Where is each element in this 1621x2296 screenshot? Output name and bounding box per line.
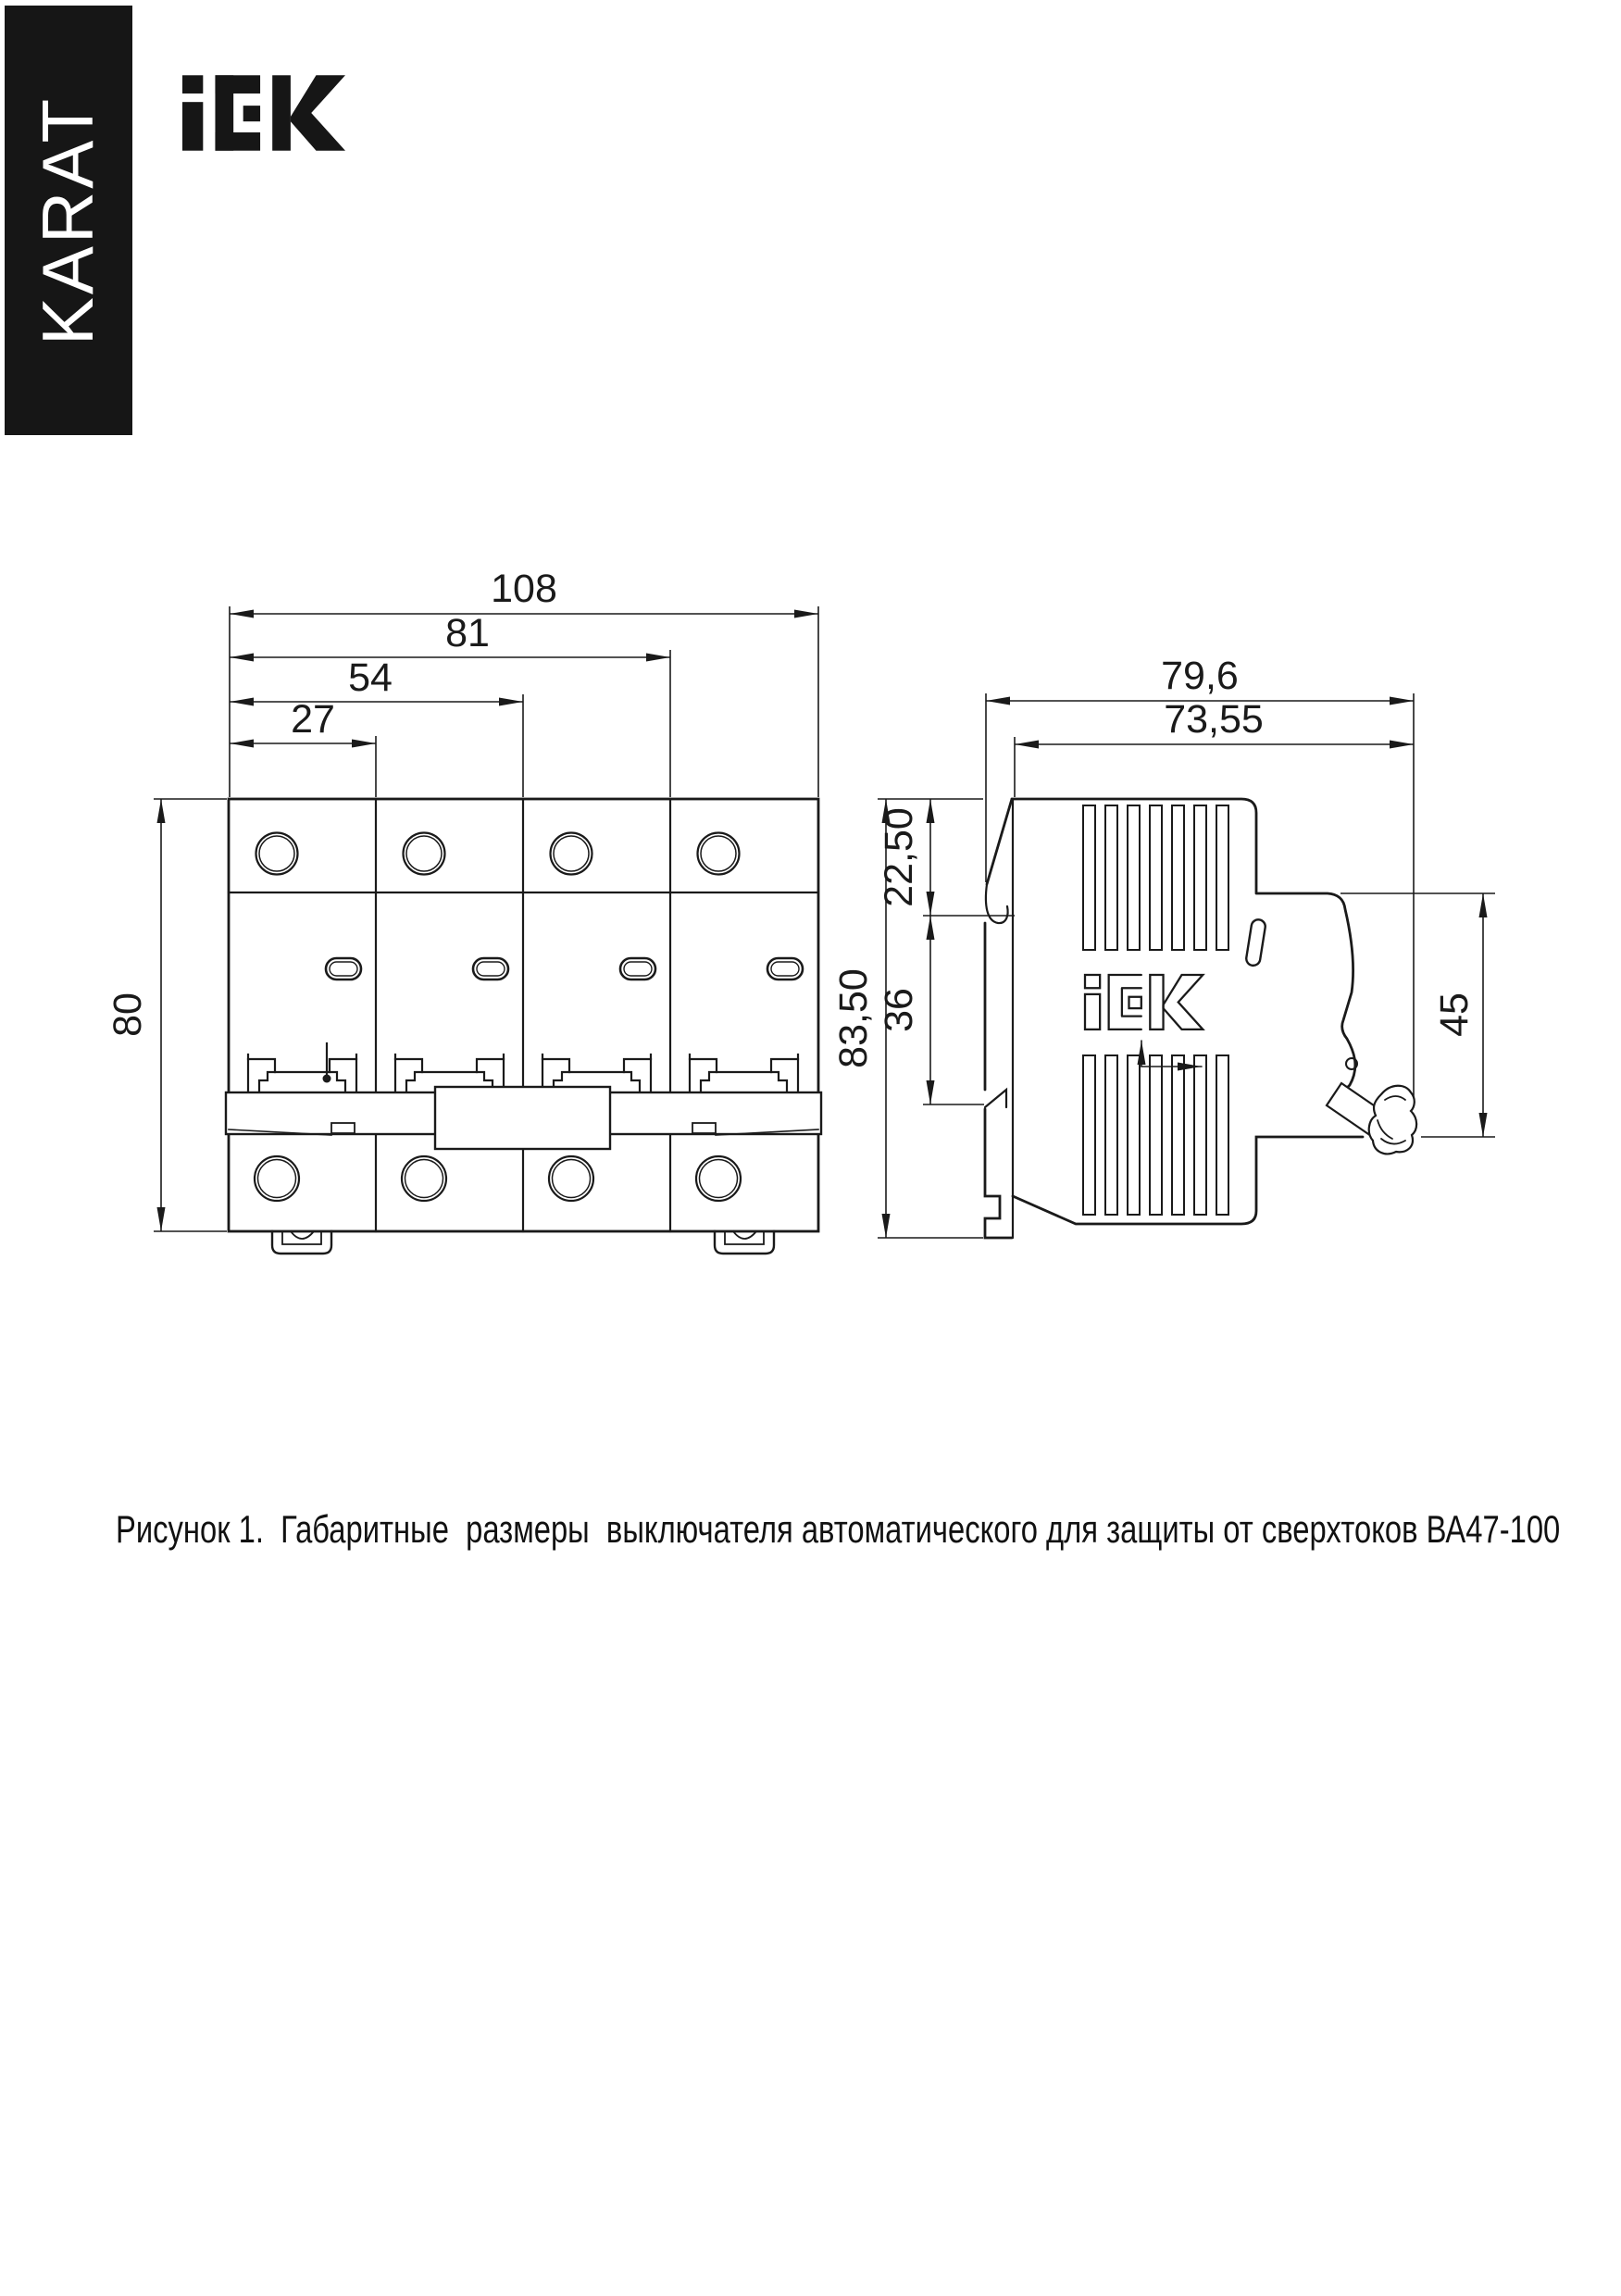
dim-front-80: 80 — [106, 992, 150, 1037]
dim-side-83-50: 83,50 — [831, 968, 876, 1068]
side-toggle-lever — [1327, 1083, 1416, 1154]
side-vent-slots — [1083, 805, 1228, 1215]
karat-label: KARAT — [27, 95, 109, 345]
side-back-plate — [985, 799, 1013, 1238]
dim-front-27: 27 — [291, 697, 335, 742]
dim-side-45: 45 — [1432, 992, 1477, 1037]
side-view — [985, 799, 1416, 1238]
dim-side-22-50: 22,50 — [877, 807, 921, 907]
dim-front-108: 108 — [491, 567, 557, 611]
dim-side-79-6: 79,6 — [1161, 654, 1239, 698]
dim-front-81: 81 — [445, 611, 490, 655]
dim-side-73-55: 73,55 — [1164, 697, 1264, 742]
iek-embossed-logo — [1085, 975, 1203, 1029]
front-din-clips — [272, 1231, 774, 1254]
side-kidney-slot — [1245, 918, 1266, 967]
front-view — [226, 799, 821, 1254]
dim-front-54: 54 — [348, 655, 393, 700]
figure-caption: Рисунок 1. Габаритные размеры выключателя автоматического для защиты от сверхтоков ВА47-100 — [116, 1507, 1561, 1551]
dim-side-36: 36 — [877, 988, 921, 1032]
